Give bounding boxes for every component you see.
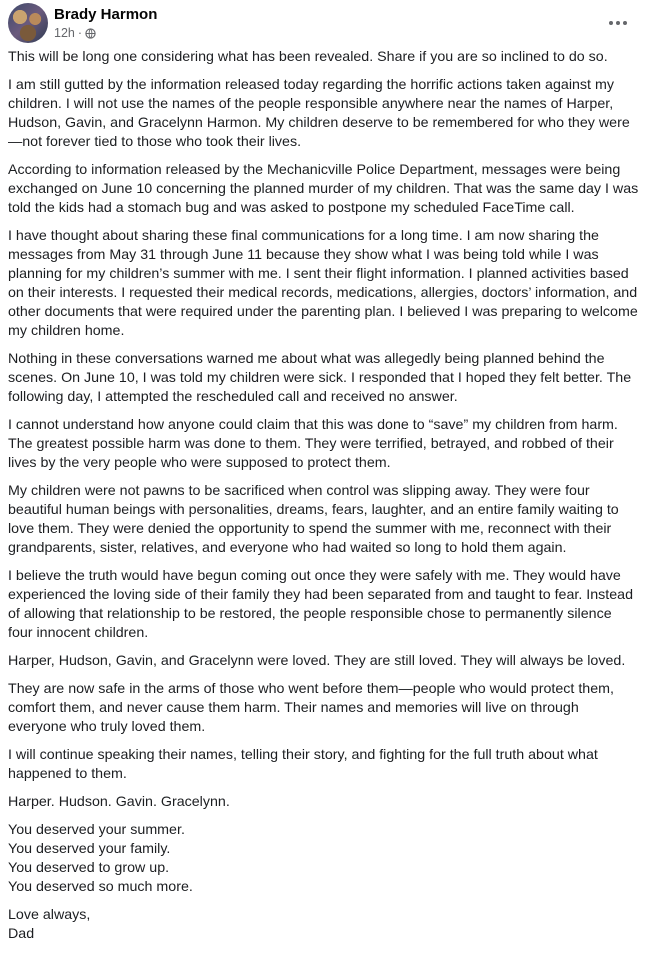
deserved-line: You deserved your family. bbox=[8, 841, 171, 857]
post-paragraph: My children were not pawns to be sacrificed when control was slipping away. They were four beautiful human beings with personalities, dreams, fears, laughter, and an entire family waiting to love them. They were denied the opportunity to spend the summer with me, reconnect with their grandparents, sister, relatives, and everyone who had waited so long to hold them again. bbox=[8, 483, 619, 556]
post-paragraph: According to information released by the Mechanicville Police Department, messages were being exchanged on June 10 concerning the planned murder of my children. That was the same day I was told the kids had a stomach bug and was asked to postpone my scheduled FaceTime call. bbox=[8, 162, 639, 216]
post-paragraph: Harper. Hudson. Gavin. Gracelynn. bbox=[8, 794, 230, 810]
signoff-line: Dad bbox=[8, 926, 35, 942]
meta-separator: · bbox=[77, 26, 83, 40]
post-paragraph: I have thought about sharing these final communications for a long time. I am now sharing the messages from May 31 through June 11 because they show what I was being told while I was planning for my children’s summer with me. I sent their flight information. I planned activities based on their interests. I requested their medical records, medications, allergies, doctors’ information, and other documents that were required under the parenting plan. I believed I was preparing to welcome my children home. bbox=[8, 228, 638, 339]
deserved-block bbox=[8, 821, 640, 897]
post-header bbox=[8, 3, 642, 43]
post-paragraph: Nothing in these conversations warned me about what was allegedly being planned behind the scenes. On June 10, I was told my children were sick. I responded that I hoped they felt better. The following day, I attempted the rescheduled call and received no answer. bbox=[8, 351, 632, 405]
post-paragraph: They are now safe in the arms of those who went before them—people who would protect them, comfort them, and never cause them harm. Their names and memories will live on through everyone who truly loved them. bbox=[8, 681, 614, 735]
avatar[interactable] bbox=[8, 3, 48, 43]
post-paragraph: This will be long one considering what has been revealed. Share if you are so inclined to do so. bbox=[8, 49, 608, 65]
author-name[interactable]: Brady Harmon bbox=[54, 6, 158, 23]
deserved-line: You deserved your summer. bbox=[8, 822, 185, 838]
post-paragraph: I will continue speaking their names, telling their story, and fighting for the full truth about what happened to them. bbox=[8, 747, 598, 782]
deserved-line: You deserved so much more. bbox=[8, 879, 193, 895]
globe-icon[interactable] bbox=[85, 28, 96, 39]
more-options-icon[interactable] bbox=[604, 9, 632, 37]
post-body bbox=[8, 48, 640, 953]
deserved-line: You deserved to grow up. bbox=[8, 860, 170, 876]
post-time[interactable]: 12h bbox=[54, 26, 75, 40]
post-paragraph: I believe the truth would have begun coming out once they were safely with me. They would have experienced the loving side of their family they had been separated from and taught to fear. Instead of allowing that relationship to be restored, the people responsible chose to permanently silence four innocent children. bbox=[8, 568, 634, 641]
post-paragraph: I cannot understand how anyone could claim that this was done to “save” my children from harm. The greatest possible harm was done to them. They were terrified, betrayed, and robbed of their lives by the very people who were supposed to protect them. bbox=[8, 417, 618, 471]
post-paragraph: I am still gutted by the information released today regarding the horrific actions taken against my children. I will not use the names of the people responsible anywhere near the names of Harper, Hudson, Gavin, and Gracelynn Harmon. My children deserve to be remembered for who they were—not forever tied to those who took their lives. bbox=[8, 77, 630, 150]
signoff-block bbox=[8, 906, 640, 944]
signoff-line: Love always, bbox=[8, 907, 91, 923]
post-paragraph: Harper, Hudson, Gavin, and Gracelynn were loved. They are still loved. They will always be loved. bbox=[8, 653, 626, 669]
post-meta bbox=[54, 26, 96, 40]
